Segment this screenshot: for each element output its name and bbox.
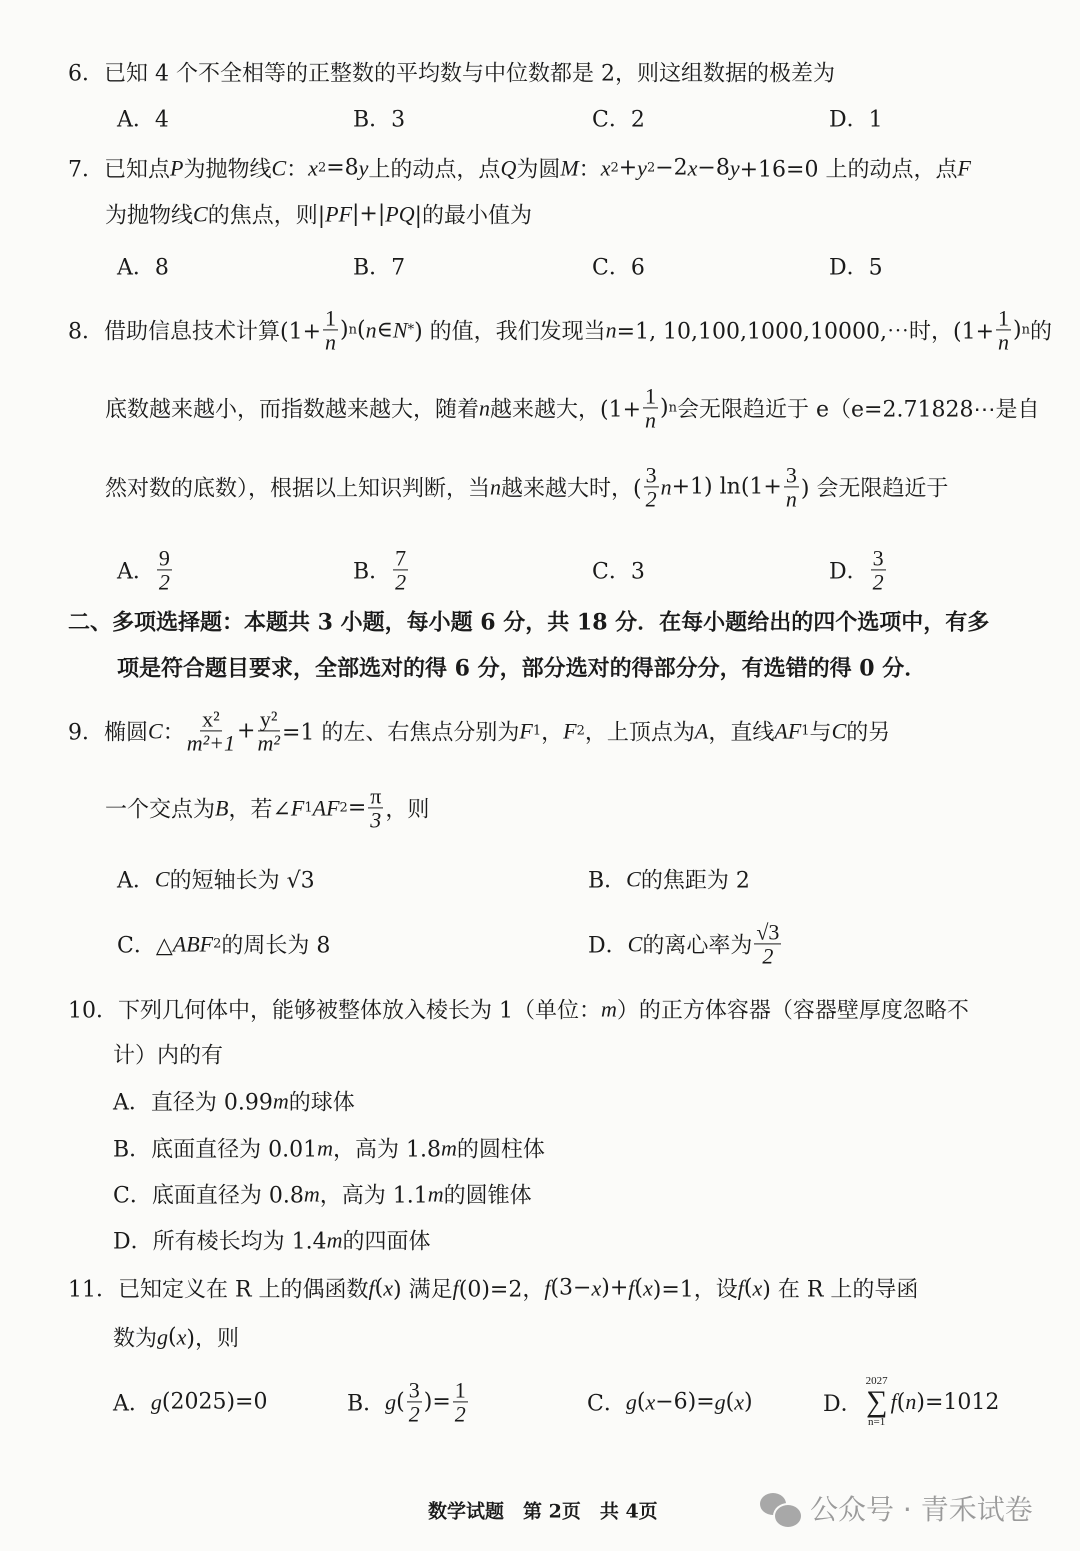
math-variable: m bbox=[317, 1135, 334, 1160]
sum-lower-limit: n=1 bbox=[868, 1416, 886, 1428]
math-variable: n bbox=[605, 317, 617, 342]
text-run: + bbox=[237, 718, 256, 744]
math-variable: C bbox=[626, 866, 641, 891]
text-run: C．3 bbox=[592, 559, 645, 585]
fraction bbox=[644, 463, 659, 510]
text-run: ( bbox=[636, 1389, 646, 1415]
text-run: 的 bbox=[1029, 319, 1052, 345]
text-run: C． bbox=[587, 1391, 626, 1417]
text-run: ，上顶点为 bbox=[584, 720, 695, 746]
text-run: D．5 bbox=[829, 255, 883, 281]
fraction-numerator: 9 bbox=[158, 545, 170, 571]
text-run: A．8 bbox=[117, 255, 169, 281]
text-run: 越来越大，(1+ bbox=[490, 397, 642, 423]
math-variable: F bbox=[519, 718, 533, 743]
fraction-denominator: 2 bbox=[454, 1401, 466, 1427]
fraction bbox=[368, 784, 383, 831]
text-run: 会无限趋近于 e（e=2.71828⋯是自 bbox=[677, 397, 1040, 423]
text-run: D．1 bbox=[829, 107, 883, 133]
text-run: C．底面直径为 0.8 bbox=[113, 1183, 304, 1209]
math-variable: N bbox=[392, 317, 408, 342]
fraction-numerator: √3 bbox=[756, 919, 780, 945]
fraction bbox=[323, 306, 338, 353]
text-run: 的另 bbox=[846, 720, 891, 746]
text-run: 计）内的有 bbox=[113, 1043, 224, 1069]
text-run: ）的正方体容器（容器壁厚度忽略不 bbox=[616, 998, 969, 1024]
q10-option-a bbox=[113, 1086, 355, 1117]
text-run: 为抛物线 bbox=[105, 203, 194, 229]
math-variable: F bbox=[563, 718, 577, 743]
text-run: B． bbox=[588, 868, 627, 894]
q6-stem bbox=[68, 57, 835, 88]
text-run: ) bbox=[1013, 317, 1022, 343]
q6-option-c bbox=[592, 103, 645, 134]
math-variable: m bbox=[427, 1181, 444, 1206]
math-variable: n bbox=[365, 317, 377, 342]
math-variable: y bbox=[729, 155, 740, 180]
math-variable: A bbox=[694, 718, 709, 743]
fraction-denominator: 2 bbox=[645, 486, 657, 512]
text-run: 为抛物线 bbox=[183, 157, 272, 183]
text-run: +16=0 上的动点，点 bbox=[739, 157, 958, 183]
text-run: ： bbox=[162, 720, 185, 746]
text-run: ) 的值，我们发现当 bbox=[414, 319, 606, 345]
q6-option-d bbox=[829, 103, 883, 134]
text-run: ) bbox=[660, 395, 669, 421]
sigma-icon: ∑ bbox=[865, 1385, 888, 1418]
text-run: 上的动点，点 bbox=[368, 157, 501, 183]
text-run: ，直线 bbox=[708, 720, 775, 746]
fraction-numerator: 1 bbox=[325, 305, 337, 331]
math-variable: f bbox=[890, 1389, 897, 1414]
text-run: C．2 bbox=[592, 107, 645, 133]
math-variable: M bbox=[560, 155, 579, 180]
text-run: ( bbox=[374, 1275, 384, 1301]
text-run: )=1，设 bbox=[652, 1277, 738, 1303]
text-run: A．4 bbox=[117, 107, 169, 133]
fraction-denominator: 2 bbox=[762, 943, 774, 969]
superscript: 2 bbox=[646, 160, 656, 176]
fraction-denominator: n bbox=[325, 329, 337, 355]
q9-option-c bbox=[117, 929, 330, 960]
text-run: 的周长为 8 bbox=[221, 933, 331, 959]
text-run: ( bbox=[634, 1275, 643, 1301]
text-run: 的焦距为 2 bbox=[640, 868, 750, 894]
math-variable: f bbox=[452, 1275, 459, 1300]
fraction-numerator: 3 bbox=[408, 1377, 420, 1403]
math-variable: C bbox=[193, 201, 208, 226]
text-run: D． bbox=[823, 1391, 863, 1417]
q8-option-d bbox=[829, 546, 888, 593]
text-run: B． bbox=[347, 1391, 386, 1417]
text-run: ： bbox=[578, 157, 601, 183]
text-run: A．直径为 0.99 bbox=[113, 1090, 273, 1116]
text-run: |+| bbox=[352, 201, 386, 227]
watermark-text: 公众号 · 青禾试卷 bbox=[810, 1493, 1033, 1526]
section2-heading-line2 bbox=[117, 652, 926, 683]
q7-option-a bbox=[117, 251, 169, 282]
math-variable: m bbox=[441, 1135, 457, 1160]
math-variable: PQ bbox=[385, 201, 415, 226]
q7-option-b bbox=[353, 251, 405, 282]
text-run: 然对数的底数），根据以上知识判断，当 bbox=[105, 476, 491, 502]
math-variable: m bbox=[303, 1181, 320, 1206]
superscript: 2 bbox=[610, 160, 619, 176]
text-run: ∈ bbox=[376, 317, 393, 343]
text-run: 的圆锥体 bbox=[443, 1183, 532, 1209]
text-run: 10．下列几何体中，能够被整体放入棱长为 1（单位： bbox=[68, 998, 601, 1024]
q10-option-c bbox=[113, 1179, 532, 1210]
fraction bbox=[187, 707, 235, 754]
text-run: 的焦点，则| bbox=[207, 203, 326, 229]
fraction-denominator: n bbox=[785, 486, 797, 512]
math-variable: x bbox=[591, 1275, 602, 1300]
text-run: 底数越来越小，而指数越来越大，随着 bbox=[105, 397, 480, 423]
fraction-denominator: n bbox=[645, 407, 657, 433]
math-variable: C bbox=[148, 718, 163, 743]
text-run: =1, 10,100,1000,10000,⋯时，(1+ bbox=[616, 319, 995, 345]
q6-option-b bbox=[353, 103, 405, 134]
q7-option-c bbox=[592, 251, 645, 282]
fraction-denominator: n bbox=[998, 329, 1010, 355]
subscript: 2 bbox=[339, 800, 348, 816]
math-variable: g bbox=[157, 1324, 169, 1349]
q11-option-b bbox=[347, 1378, 470, 1425]
wechat-icon bbox=[760, 1491, 800, 1525]
q11-option-a bbox=[113, 1387, 267, 1418]
text-run: 越来越大时，( bbox=[501, 476, 642, 502]
text-run: ( bbox=[356, 317, 366, 343]
math-variable: C bbox=[627, 931, 643, 956]
math-variable: x bbox=[643, 1275, 653, 1300]
text-run: 为圆 bbox=[516, 157, 561, 183]
text-run: ，则 bbox=[385, 797, 430, 823]
fraction bbox=[643, 384, 658, 431]
math-variable: AF bbox=[312, 795, 340, 820]
q9-stem-line2 bbox=[105, 784, 429, 831]
fraction bbox=[407, 1378, 422, 1425]
text-run: ( bbox=[743, 1275, 753, 1301]
fraction-numerator: 1 bbox=[454, 1377, 466, 1403]
text-run: A． bbox=[113, 1391, 151, 1417]
text-run: ，高为 1.1 bbox=[319, 1183, 428, 1209]
fraction bbox=[754, 920, 781, 967]
fraction bbox=[157, 546, 172, 593]
q9-option-b bbox=[588, 864, 750, 895]
q6-option-a bbox=[117, 103, 169, 134]
text-run: 项是符合题目要求，全部选对的得 6 分，部分选对的得部分分，有选错的得 0 分． bbox=[117, 655, 927, 682]
math-variable: x bbox=[734, 1389, 745, 1414]
fraction-denominator: m²+1 bbox=[186, 730, 236, 756]
q10-stem-line2 bbox=[113, 1039, 223, 1070]
text-run: 的四面体 bbox=[342, 1229, 431, 1255]
text-run: ) bbox=[340, 317, 349, 343]
math-variable: m bbox=[272, 1088, 289, 1113]
text-run: D． bbox=[829, 559, 869, 585]
math-variable: F bbox=[290, 795, 305, 820]
text-run: ( bbox=[396, 1389, 405, 1415]
superscript: n bbox=[1021, 322, 1030, 338]
text-run: ( bbox=[896, 1389, 906, 1415]
text-run: ，高为 1.8 bbox=[333, 1137, 442, 1163]
math-variable: n bbox=[905, 1389, 917, 1414]
text-run: D．所有棱长均为 1.4 bbox=[113, 1229, 327, 1255]
text-run: B． bbox=[353, 559, 392, 585]
text-run: + bbox=[618, 155, 638, 181]
text-run: −8 bbox=[697, 155, 730, 181]
math-variable: x bbox=[383, 1275, 394, 1300]
math-variable: y bbox=[358, 155, 369, 180]
q11-stem-line1 bbox=[68, 1273, 918, 1304]
text-run: B．3 bbox=[353, 107, 406, 133]
text-run: )=1012 bbox=[916, 1389, 1000, 1415]
text-run: =8 bbox=[326, 155, 359, 181]
q11-option-c bbox=[587, 1387, 753, 1418]
text-run: −6)= bbox=[655, 1389, 715, 1415]
math-variable: x bbox=[752, 1275, 763, 1300]
q9-option-a bbox=[117, 864, 315, 895]
text-run: ) 满足 bbox=[393, 1277, 453, 1303]
page-footer: 数学试题 第 2页 共 4页 bbox=[428, 1500, 658, 1523]
fraction bbox=[393, 546, 408, 593]
q9-option-d bbox=[588, 920, 783, 967]
text-run: 的离心率为 bbox=[642, 933, 753, 959]
q10-stem-line1 bbox=[68, 994, 969, 1025]
math-variable: f bbox=[544, 1275, 551, 1300]
text-run: ) bbox=[744, 1389, 753, 1415]
text-run: A． bbox=[117, 868, 155, 894]
q10-option-d bbox=[113, 1225, 431, 1256]
fraction-numerator: 3 bbox=[785, 462, 797, 488]
text-run: ( bbox=[725, 1389, 735, 1415]
text-run: ， bbox=[541, 720, 564, 746]
q10-option-b bbox=[113, 1133, 545, 1164]
text-run: 与 bbox=[809, 720, 832, 746]
watermark bbox=[760, 1488, 1033, 1528]
math-variable: AF bbox=[774, 718, 802, 743]
text-run: 一个交点为 bbox=[105, 797, 216, 823]
fraction bbox=[784, 463, 799, 510]
q9-stem-line1 bbox=[68, 707, 890, 754]
text-run: D． bbox=[588, 933, 628, 959]
math-variable: C bbox=[271, 155, 287, 180]
q8-option-c bbox=[592, 555, 645, 586]
fraction-denominator: 2 bbox=[872, 569, 884, 595]
fraction-numerator: x² bbox=[202, 706, 220, 732]
math-variable: C bbox=[831, 718, 847, 743]
text-run: 7．已知点 bbox=[68, 157, 170, 183]
text-run: =1 的左、右焦点分别为 bbox=[281, 720, 520, 746]
text-run: ，若∠ bbox=[228, 797, 291, 823]
text-run: B．底面直径为 0.01 bbox=[113, 1137, 318, 1163]
superscript: n bbox=[668, 400, 677, 416]
text-run: 的短轴长为 √3 bbox=[169, 868, 315, 894]
text-run: ) 在 R 上的导函 bbox=[762, 1277, 919, 1303]
text-run: ( bbox=[168, 1324, 177, 1350]
q7-stem-line2 bbox=[105, 199, 532, 230]
section2-heading-line1 bbox=[68, 606, 989, 637]
math-variable: x bbox=[645, 1389, 656, 1414]
text-run: (3− bbox=[550, 1275, 592, 1301]
fraction-denominator: 2 bbox=[395, 569, 407, 595]
subscript: 1 bbox=[304, 800, 313, 816]
math-variable: g bbox=[625, 1389, 637, 1414]
text-run: )= bbox=[423, 1389, 451, 1415]
text-run: 9．椭圆 bbox=[68, 720, 148, 746]
math-variable: x bbox=[687, 155, 698, 180]
q7-option-d bbox=[829, 251, 883, 282]
math-variable: Q bbox=[500, 155, 517, 180]
text-run: 8．借助信息技术计算(1+ bbox=[68, 319, 322, 345]
fraction-numerator: 1 bbox=[998, 305, 1010, 331]
math-variable: F bbox=[957, 155, 971, 180]
math-variable: n bbox=[479, 395, 491, 420]
math-variable: g bbox=[385, 1389, 397, 1414]
math-variable: f bbox=[368, 1275, 375, 1300]
fraction-denominator: m² bbox=[257, 730, 280, 756]
text-run: )，则 bbox=[186, 1326, 239, 1352]
subscript: 2 bbox=[213, 936, 222, 952]
math-variable: m bbox=[601, 996, 617, 1021]
fraction-numerator: π bbox=[370, 783, 382, 809]
text-run: 数为 bbox=[113, 1326, 158, 1352]
math-variable: x bbox=[308, 155, 318, 180]
text-run: −2 bbox=[655, 155, 688, 181]
math-variable: y bbox=[637, 155, 647, 180]
text-run: = bbox=[347, 795, 367, 821]
sum-upper-limit: 2027 bbox=[865, 1375, 888, 1387]
q8-stem-line3 bbox=[105, 463, 948, 510]
fraction bbox=[996, 306, 1011, 353]
text-run: |的最小值为 bbox=[414, 203, 533, 229]
summation bbox=[866, 1376, 888, 1428]
math-variable: n bbox=[660, 474, 672, 499]
fraction bbox=[257, 707, 279, 754]
subscript: 1 bbox=[532, 723, 542, 739]
text-run: ) 会无限趋近于 bbox=[800, 476, 949, 502]
math-variable: f bbox=[737, 1275, 744, 1300]
math-variable: ABF bbox=[172, 931, 214, 956]
math-variable: f bbox=[628, 1275, 635, 1300]
q11-stem-line2 bbox=[113, 1322, 239, 1353]
fraction-numerator: 1 bbox=[645, 383, 657, 409]
math-variable: C bbox=[154, 866, 170, 891]
fraction-numerator: 7 bbox=[395, 545, 407, 571]
math-variable: m bbox=[326, 1227, 343, 1252]
superscript: * bbox=[407, 322, 415, 338]
q8-stem-line1 bbox=[68, 306, 1052, 353]
fraction-numerator: 3 bbox=[872, 545, 884, 571]
text-run: ： bbox=[286, 157, 309, 183]
math-variable: n bbox=[490, 474, 502, 499]
subscript: 2 bbox=[576, 723, 585, 739]
fraction bbox=[453, 1378, 468, 1425]
superscript: n bbox=[348, 322, 357, 338]
text-run: (2025)=0 bbox=[161, 1389, 268, 1415]
fraction bbox=[871, 546, 886, 593]
math-variable: PF bbox=[325, 201, 353, 226]
fraction-denominator: 3 bbox=[370, 807, 382, 833]
math-variable: B bbox=[215, 795, 229, 820]
superscript: 2 bbox=[317, 160, 327, 176]
text-run: A． bbox=[117, 559, 155, 585]
q8-option-a bbox=[117, 546, 174, 593]
subscript: 1 bbox=[801, 723, 810, 739]
text-run: 6．已知 4 个不全相等的正整数的平均数与中位数都是 2，则这组数据的极差为 bbox=[68, 61, 835, 87]
math-variable: g bbox=[714, 1389, 726, 1414]
math-variable: P bbox=[170, 155, 184, 180]
fraction-denominator: 2 bbox=[408, 1401, 420, 1427]
text-run: 二、多项选择题：本题共 3 小题，每小题 6 分，共 18 分．在每小题给出的四个选项中，有多 bbox=[68, 609, 990, 636]
text-run: +1) ln(1+ bbox=[671, 474, 782, 500]
q8-stem-line2 bbox=[105, 384, 1039, 431]
text-run: 11．已知定义在 R 上的偶函数 bbox=[68, 1277, 369, 1303]
q11-option-d bbox=[823, 1376, 999, 1428]
text-run: C．△ bbox=[117, 933, 173, 959]
text-run: 的球体 bbox=[288, 1090, 355, 1116]
text-run: B．7 bbox=[353, 255, 406, 281]
math-variable: x bbox=[176, 1324, 187, 1349]
math-variable: g bbox=[150, 1389, 162, 1414]
text-run: C．6 bbox=[592, 255, 645, 281]
text-run: (0)=2， bbox=[458, 1277, 545, 1303]
q8-option-b bbox=[353, 546, 410, 593]
fraction-numerator: 3 bbox=[645, 462, 657, 488]
text-run: )+ bbox=[601, 1275, 629, 1301]
fraction-denominator: 2 bbox=[158, 569, 170, 595]
math-variable: x bbox=[600, 155, 611, 180]
q7-stem-line1 bbox=[68, 153, 971, 184]
text-run: 的圆柱体 bbox=[456, 1137, 545, 1163]
fraction-numerator: y² bbox=[259, 706, 278, 732]
